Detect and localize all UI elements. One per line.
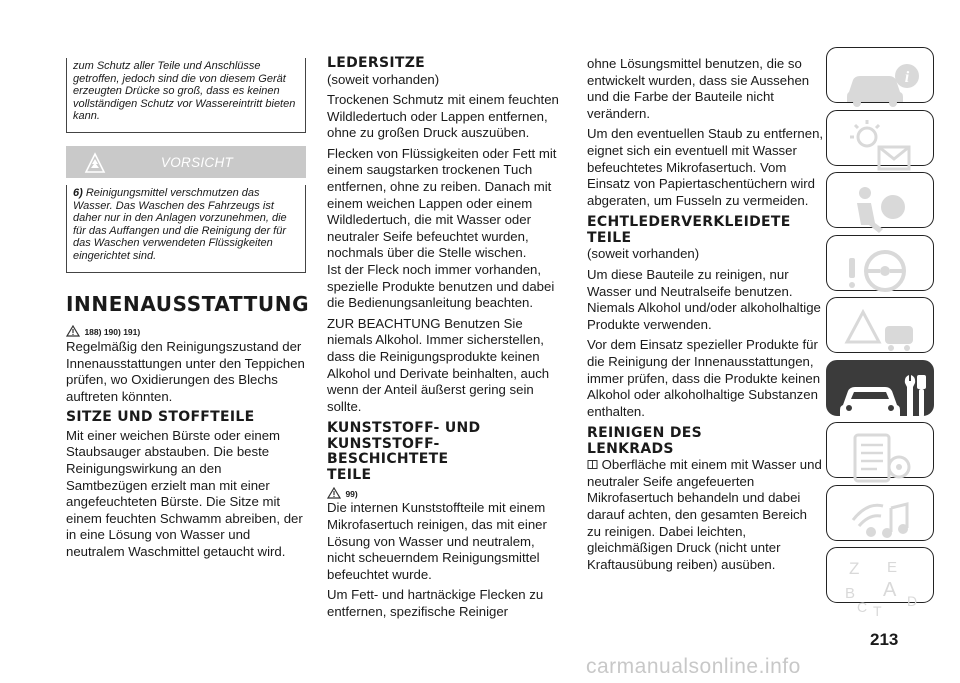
- heading-kunststoff-line-2: KUNSTSTOFF-: [327, 435, 440, 452]
- paragraph-leder-1: Trockenen Schmutz mit einem feuchten Wildledertuch oder Lappen entfernen, ohne zu großen Druck auszuüben.: [327, 92, 559, 141]
- index-letter-z: Z: [849, 559, 860, 578]
- paragraph-kunststoff-1: Die internen Kunststoffteile mit einem Mikrofasertuch reinigen, das mit einer Lösung von Wasser und neutralem, nicht scheuerndem Reinigungsmittel befeuchtet wurde.: [327, 500, 547, 582]
- heading-echtleder: [587, 215, 824, 246]
- steering-wheel-icon: [827, 236, 935, 307]
- sidebar-tab-dashboard[interactable]: [826, 47, 934, 103]
- paragraph-echtleder-2: Vor dem Einsatz spezieller Produkte für die Reinigung der Innenausstattungen, immer prüfen, dass die Produkte keinen Alkohol oder alkoholhaltige Substanzen enthalten.: [587, 337, 821, 419]
- paragraph-zur-beachtung: ZUR BEACHTUNG Benutzen Sie niemals Alkohol. Immer sicherstellen, dass die Reinigungsprodukte keinen Alkohol und Derivate beinhalten, auch wenn der Anteil äußerst gering sein sollte.: [327, 315, 550, 414]
- paragraph-innen: Regelmäßig den Reinigungszustand der Innenausstattungen unter den Teppichen prüfen, wo Oxidierungen des Blechs auftreten könnten.: [66, 339, 305, 404]
- paragraph-lenkrad-text: Oberfläche mit einem mit Wasser und neutraler Seife angefeuerten Mikrofasertuch behandeln und dabei darauf achten, den gesamten Bereich zu reinigen. Dabei leichten, gleichmäßigen Druck (nicht unter Kraftausübung reiben) ausüben.: [587, 457, 822, 572]
- svg-text:i: i: [904, 69, 910, 86]
- paragraph-kunststoff-cont: ohne Lösungsmittel benutzen, die so entwickelt wurden, dass sie Aussehen und die Farbe der Bauteile nicht verändern.: [587, 56, 810, 121]
- sidebar-tab-technical-data[interactable]: [826, 422, 934, 478]
- watermark: carmanualsonline.info: [586, 655, 801, 678]
- index-letter-b: B: [845, 585, 856, 602]
- heading-kunststoff: [327, 421, 565, 483]
- paragraph-echtleder-1: Um diese Bauteile zu reinigen, nur Wasser und Neutralseife benutzen. Niemals Alkohol und/oder alkoholhaltige Produkte verwenden.: [587, 266, 821, 332]
- warning-lights-icon: [827, 111, 935, 182]
- warning-text: Reinigungsmittel verschmutzen das Wasser. Das Waschen des Fahrzeugs ist daher nur in den Anlagen vorzunehmen, die für das Auffangen und die Reinigung der für das Waschen verwendeten Flüssigkeiten eingerichtet sind.: [73, 187, 287, 262]
- heading-kunststoff-line-4: TEILE: [327, 466, 372, 483]
- column-3-body: [587, 56, 824, 575]
- sidebar-tab-driving[interactable]: [826, 235, 934, 291]
- index-letter-t: T: [873, 603, 882, 619]
- index-letter-c: C: [857, 599, 868, 615]
- column-2-body: [327, 56, 565, 623]
- sidebar-tab-emergency[interactable]: [826, 297, 934, 353]
- subheading-echtleder: (soweit vorhanden): [587, 246, 700, 262]
- car-info-icon: [827, 48, 935, 119]
- sidebar-tab-warning-lights[interactable]: [826, 110, 934, 166]
- index-letter-d: D: [907, 593, 918, 609]
- section-heading-innenausstattung: INNENAUSSTATTUNG: [66, 292, 310, 316]
- car-maintenance-icon: [827, 361, 935, 432]
- multimedia-icon: [827, 486, 935, 557]
- warning-header: [66, 146, 306, 178]
- paragraph-lenkrad: [587, 457, 824, 573]
- heading-kunststoff-line-3: BESCHICHTETE: [327, 451, 449, 468]
- reference-line: [66, 322, 306, 336]
- heading-echtleder-line-2: TEILE: [587, 229, 632, 246]
- reference-numbers: 188) 190) 191): [84, 327, 141, 337]
- paragraph-kunststoff-2: Um Fett- und hartnäckige Flecken zu entfernen, spezifische Reiniger: [327, 587, 544, 619]
- technical-data-icon: [827, 423, 935, 494]
- warning-title: VORSICHT: [160, 155, 234, 170]
- sidebar-tab-multimedia[interactable]: [826, 485, 934, 541]
- heading-lenkrad-line-1: REINIGEN DES: [587, 425, 702, 442]
- warning-triangle-icon: [327, 487, 341, 499]
- index-letter-e: E: [887, 559, 898, 576]
- warning-body: [66, 185, 306, 273]
- heading-ledersitze: LEDERSITZE: [327, 55, 426, 71]
- heading-echtleder-line-1: ECHTLEDERVERKLEIDETE: [587, 214, 791, 231]
- warning-triangle-icon: [66, 325, 80, 337]
- intro-note-box: [66, 58, 306, 133]
- subheading-ledersitze: (soweit vorhanden): [327, 71, 440, 87]
- heading-lenkrad: [587, 426, 824, 457]
- alphabet-index-icon: [827, 548, 935, 619]
- intro-note-text: zum Schutz aller Teile und Anschlüsse getroffen, jedoch sind die von diesem Gerät erzeugten Drücke so groß, dass es keinen vollständigen Schutz vor Wassereintritt bieten kann.: [73, 60, 296, 123]
- heading-kunststoff-line-1: KUNSTSTOFF- UND: [327, 420, 481, 437]
- paragraph-leder-2: Flecken von Flüssigkeiten oder Fett mit einem saugstarken trockenen Tuch entfernen, ohne zu reiben. Danach mit einem weichen Lappen oder einem Wildledertuch, die mit Wasser oder neutraler Seife befeuchtet wurden, nochmals über die Stelle wischen.: [327, 145, 557, 261]
- sidebar-tab-index[interactable]: [826, 547, 934, 619]
- warning-number: 6): [73, 187, 83, 199]
- reference-numbers-2: 99): [345, 489, 358, 500]
- column-1-body: [66, 322, 306, 563]
- heading-sitze-stoffteile: SITZE UND STOFFTEILE: [66, 409, 255, 426]
- paragraph-sitze: Mit einer weichen Bürste oder einem Staubsauger abstauben. Die beste Reinigungswirkung an den Samtbezügen erzielt man mit einer angefeuchteten Bürste. Die Sitze mit einem feuchten Schwamm abreiben, der in eine Lösung von Wasser und neutralem Waschmittel getaucht wird.: [66, 427, 303, 560]
- sidebar-tab-safety[interactable]: [826, 172, 934, 228]
- paragraph-staub: Um den eventuellen Staub zu entfernen, eignet sich ein eventuell mit Wasser befeuchtetes Mikrofasertuch. Vom Einsatz von Papiertaschentüchern wird abgeraten, um Fusseln zu vermeiden.: [587, 126, 824, 208]
- book-icon: [587, 459, 598, 470]
- sidebar-tab-maintenance-active[interactable]: [826, 360, 934, 416]
- page-number: 213: [870, 630, 899, 649]
- heading-lenkrad-line-2: LENKRADS: [587, 440, 674, 457]
- reference-line-2: [327, 484, 565, 498]
- paragraph-leder-3: Ist der Fleck noch immer vorhanden, spezielle Produkte benutzen und dabei die Bedienungsanleitung beachten.: [327, 262, 555, 311]
- index-letter-a: A: [883, 579, 897, 601]
- emergency-icon: [827, 298, 935, 369]
- airbag-icon: [827, 173, 935, 244]
